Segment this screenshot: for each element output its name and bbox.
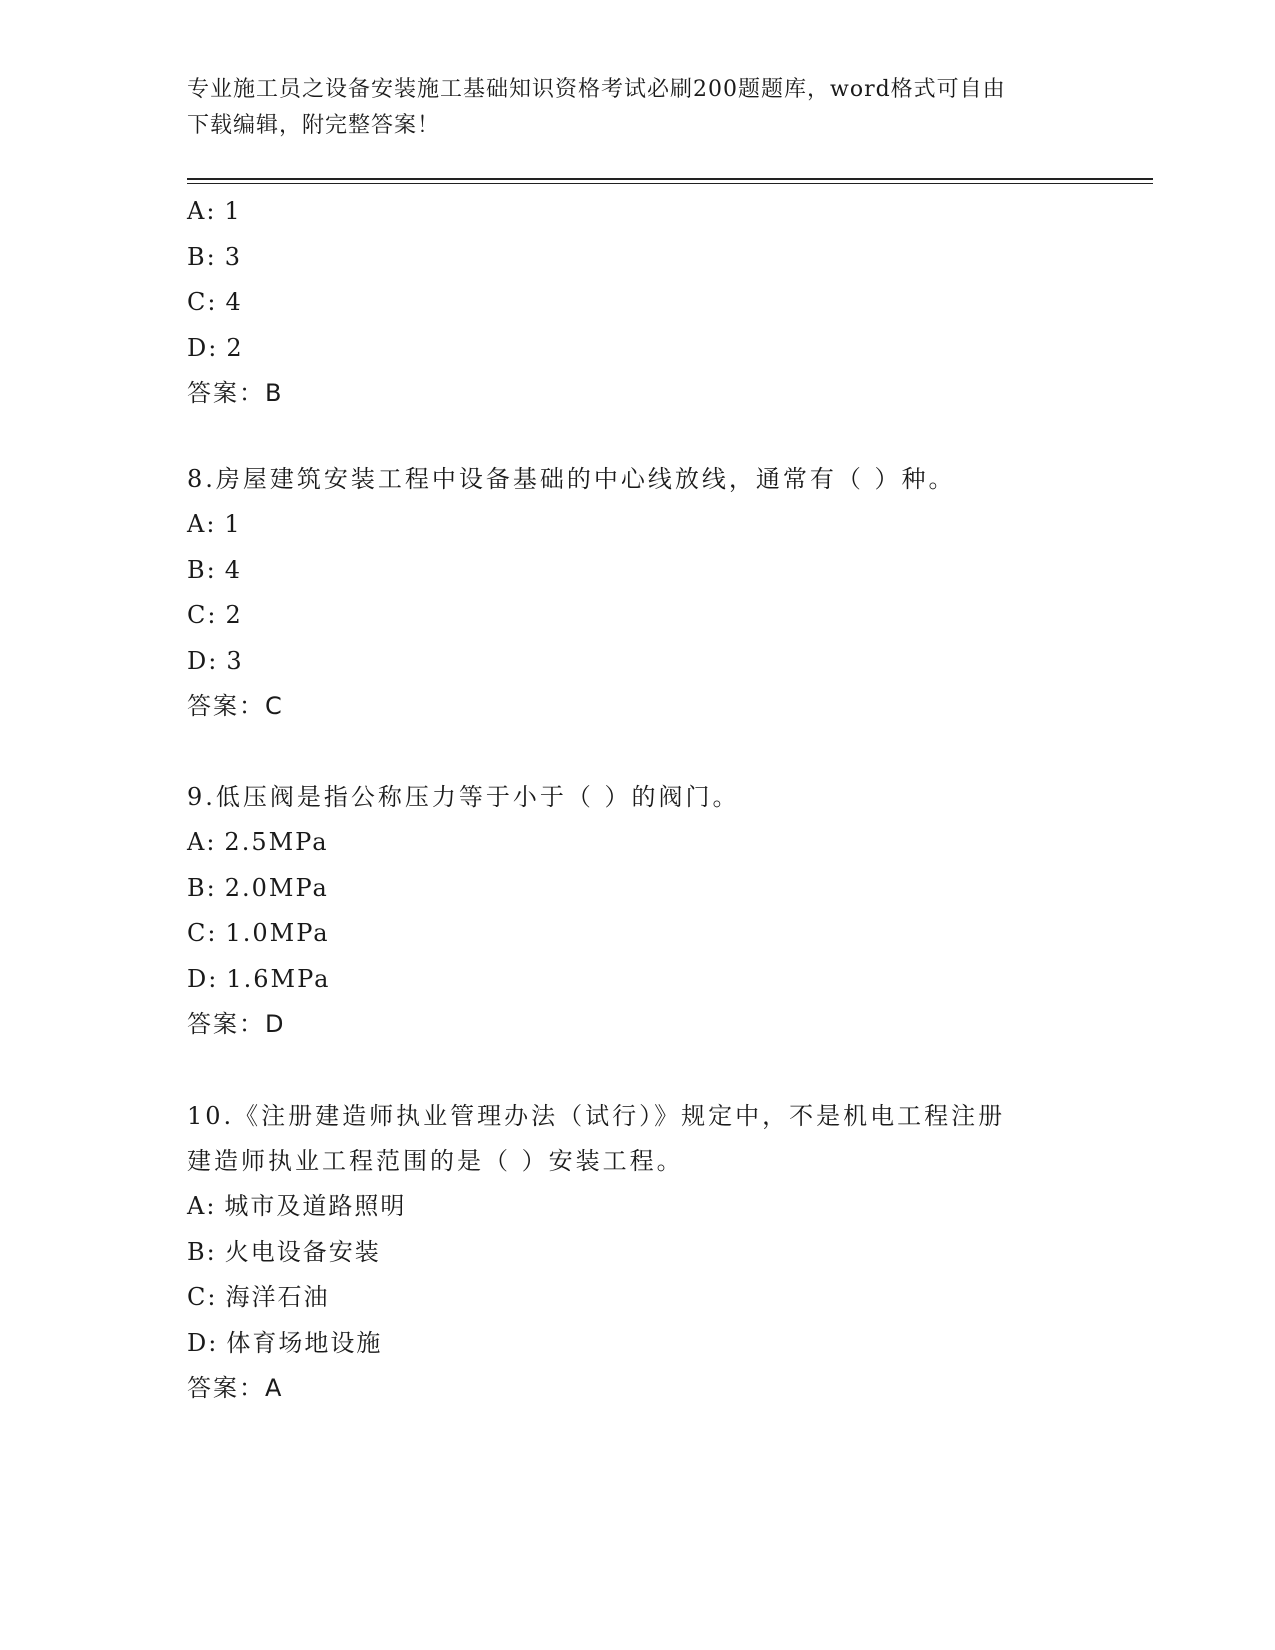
question-10-answer: 答案：A xyxy=(187,1374,284,1402)
header-line-1: 专业施工员之设备安装施工基础知识资格考试必刷200题题库，word格式可自由 xyxy=(187,77,1006,102)
question-9-option-c: C: 1.0MPa xyxy=(187,919,330,947)
question-9-option-a: A: 2.5MPa xyxy=(187,828,329,856)
question-10-text-line-1: 10.《注册建造师执业管理办法（试行）》规定中，不是机电工程注册 xyxy=(187,1102,1006,1130)
question-8-answer: 答案：C xyxy=(187,692,284,720)
question-10-block xyxy=(187,1094,1087,1411)
question-7-option-c: C: 4 xyxy=(187,288,243,316)
question-8-option-a: A: 1 xyxy=(187,510,242,538)
question-7-answer: 答案：B xyxy=(187,379,284,407)
question-8-option-c: C: 2 xyxy=(187,601,243,629)
question-9-option-b: B: 2.0MPa xyxy=(187,873,329,902)
header-divider-thin xyxy=(187,183,1153,184)
question-7-option-d: D: 2 xyxy=(187,333,244,362)
question-7-block xyxy=(187,189,1087,416)
question-9-answer: 答案：D xyxy=(187,1010,286,1038)
question-8-option-b: B: 4 xyxy=(187,555,243,584)
question-7-option-a: A: 1 xyxy=(187,197,242,225)
question-10-option-a: A: 城市及道路照明 xyxy=(187,1192,407,1220)
question-10-option-b: B: 火电设备安装 xyxy=(187,1237,381,1266)
question-8-block xyxy=(187,457,1087,729)
document-header xyxy=(187,72,1067,144)
question-7-option-b: B: 3 xyxy=(187,242,243,271)
question-10-option-d: D: 体育场地设施 xyxy=(187,1328,383,1357)
header-line-2: 下载编辑，附完整答案！ xyxy=(187,113,441,138)
question-9-option-d: D: 1.6MPa xyxy=(187,964,331,993)
question-10-text-line-2: 建造师执业工程范围的是（ ）安装工程。 xyxy=(187,1147,684,1175)
question-9-text: 9.低压阀是指公称压力等于小于（ ）的阀门。 xyxy=(187,783,740,811)
header-divider-thick xyxy=(187,178,1153,180)
question-8-option-d: D: 3 xyxy=(187,646,244,675)
question-8-text: 8.房屋建筑安装工程中设备基础的中心线放线，通常有（ ）种。 xyxy=(187,465,956,493)
question-9-block xyxy=(187,775,1087,1047)
question-10-option-c: C: 海洋石油 xyxy=(187,1283,330,1311)
